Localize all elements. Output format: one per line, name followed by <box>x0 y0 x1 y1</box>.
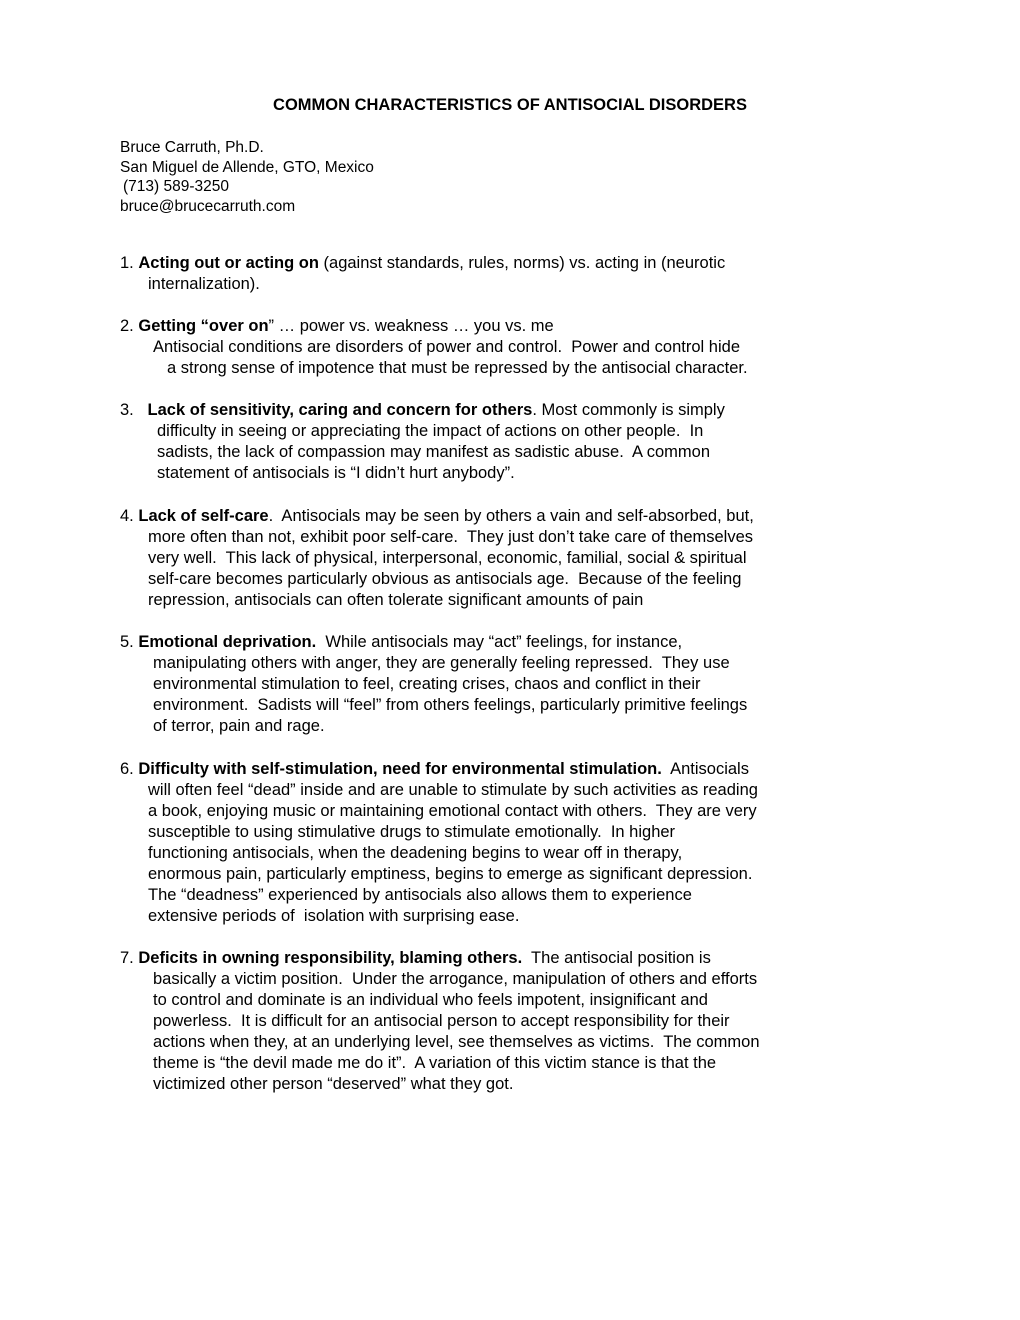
item-line: repression, antisocials can often tolerate significant amounts of pain <box>148 591 644 609</box>
item-line: actions when they, at an underlying level, see themselves as victims. The common <box>153 1033 760 1051</box>
item-heading: Difficulty with self-stimulation, need for environmental stimulation. <box>138 760 662 778</box>
item-line: will often feel “dead” inside and are unable to stimulate by such activities as reading <box>148 781 758 799</box>
item-line: sadists, the lack of compassion may manifest as sadistic abuse. A common <box>157 443 710 461</box>
item-line: statement of antisocials is “I didn’t hurt anybody”. <box>157 464 515 482</box>
author-block <box>120 138 374 216</box>
list-item-5 <box>120 632 747 737</box>
item-line: environment. Sadists will “feel” from others feelings, particularly primitive feelings <box>153 696 748 714</box>
item-number: 7. <box>120 949 139 967</box>
item-line: self-care becomes particularly obvious as antisocials age. Because of the feeling <box>148 570 742 588</box>
item-first-line <box>120 632 747 653</box>
item-first-line-text: ” … power vs. weakness … you vs. me <box>268 317 554 335</box>
item-line: a book, enjoying music or maintaining emotional contact with others. They are very <box>148 802 757 820</box>
item-first-line <box>120 316 748 337</box>
item-first-line <box>120 506 754 527</box>
item-line: powerless. It is difficult for an antisocial person to accept responsibility for their <box>153 1012 730 1030</box>
item-line: environmental stimulation to feel, creating crises, chaos and conflict in their <box>153 675 701 693</box>
item-line: to control and dominate is an individual who feels impotent, insignificant and <box>153 991 708 1009</box>
item-heading: Lack of sensitivity, caring and concern for others <box>147 401 533 419</box>
item-heading: Acting out or acting on <box>138 254 319 272</box>
item-heading: Lack of self-care <box>138 507 269 525</box>
item-heading: Emotional deprivation. <box>138 633 317 651</box>
item-line: manipulating others with anger, they are generally feeling repressed. They use <box>153 654 730 672</box>
item-heading: Getting “over on <box>138 317 269 335</box>
item-first-line-text: . Most commonly is simply <box>532 401 725 419</box>
item-line: difficulty in seeing or appreciating the impact of actions on other people. In <box>157 422 704 440</box>
item-line: victimized other person “deserved” what they got. <box>153 1075 514 1093</box>
item-number: 1. <box>120 254 139 272</box>
item-first-line-text: Antisocials <box>661 760 749 778</box>
item-line: functioning antisocials, when the deadening begins to wear off in therapy, <box>148 844 683 862</box>
item-first-line <box>120 400 725 421</box>
list-item-3 <box>120 400 725 484</box>
item-line: theme is “the devil made me do it”. A variation of this victim stance is that the <box>153 1054 717 1072</box>
document-title: COMMON CHARACTERISTICS OF ANTISOCIAL DISORDERS <box>273 96 747 114</box>
item-number: 6. <box>120 760 139 778</box>
list-item-7 <box>120 948 760 1095</box>
item-line: internalization). <box>148 275 260 293</box>
item-line: basically a victim position. Under the arrogance, manipulation of others and efforts <box>153 970 758 988</box>
item-first-line-text: . Antisocials may be seen by others a vain and self-absorbed, but, <box>268 507 754 525</box>
list-item-4 <box>120 506 754 611</box>
author-location: San Miguel de Allende, GTO, Mexico <box>120 158 374 176</box>
author-email: bruce@brucecarruth.com <box>120 197 296 215</box>
item-line: of terror, pain and rage. <box>153 717 325 735</box>
item-line: Antisocial conditions are disorders of power and control. Power and control hide <box>153 338 740 356</box>
item-first-line <box>120 759 758 780</box>
item-heading: Deficits in owning responsibility, blaming others. <box>138 949 523 967</box>
item-first-line <box>120 948 760 969</box>
list-item-6 <box>120 759 758 927</box>
item-number: 2. <box>120 317 139 335</box>
item-line: extensive periods of isolation with surprising ease. <box>148 907 520 925</box>
item-first-line-text: While antisocials may “act” feelings, for instance, <box>316 633 683 651</box>
author-name: Bruce Carruth, Ph.D. <box>120 139 264 156</box>
item-number: 5. <box>120 633 139 651</box>
item-number: 3. <box>120 401 148 419</box>
item-first-line <box>120 253 725 274</box>
author-phone: (713) 589-3250 <box>123 178 229 195</box>
item-line: susceptible to using stimulative drugs to stimulate emotionally. In higher <box>148 823 676 841</box>
item-line: a strong sense of impotence that must be repressed by the antisocial character. <box>167 359 748 377</box>
item-first-line-text: (against standards, rules, norms) vs. acting in (neurotic <box>318 254 726 272</box>
list-item-1 <box>120 253 725 295</box>
item-line: The “deadness” experienced by antisocials also allows them to experience <box>148 886 692 904</box>
list-item-2 <box>120 316 748 379</box>
item-first-line-text: The antisocial position is <box>522 949 711 967</box>
item-line: very well. This lack of physical, interpersonal, economic, familial, social & spiritual <box>148 549 747 567</box>
item-number: 4. <box>120 507 139 525</box>
item-line: more often than not, exhibit poor self-care. They just don’t take care of themselves <box>148 528 754 546</box>
item-line: enormous pain, particularly emptiness, begins to emerge as significant depression. <box>148 865 753 883</box>
